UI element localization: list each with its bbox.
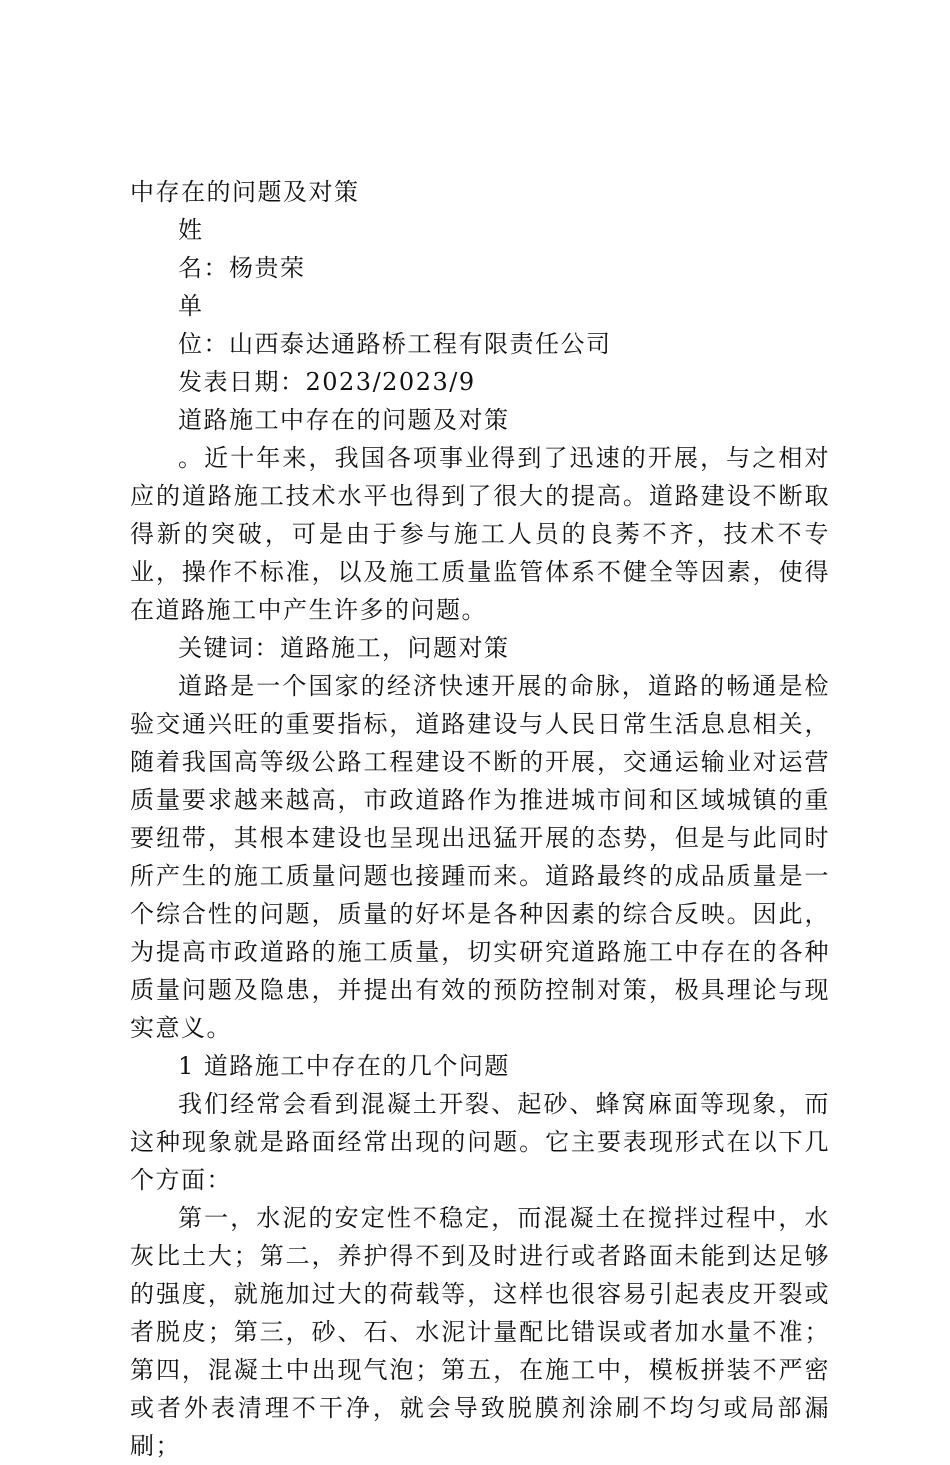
intro-paragraph: 道路是一个国家的经济快速开展的命脉，道路的畅通是检验交通兴旺的重要指标，道路建设与人民日常生活息息相关，随着我国高等级公路工程建设不断的开展，交通运输业对运营质量要求越来越高，市政道路作为推进城市间和区域城镇的重要纽带，其根本建设也呈现出迅猛开展的态势，但是与此同时所产生的施工质量问题也接踵而来。道路最终的成品质量是一个综合性的问题，质量的好坏是各种因素的综合反映。因此，为提高市政道路的施工质量，切实研究道路施工中存在的各种质量问题及隐患，并提出有效的预防控制对策，极具理论与现实意义。	[130, 672, 830, 1042]
name-label-line-1: 姓	[178, 216, 204, 244]
article-heading: 道路施工中存在的问题及对策	[178, 406, 510, 434]
name-label-line-2: 名：杨贵荣	[178, 254, 306, 282]
section-1-paragraph-1: 我们经常会看到混凝土开裂、起砂、蜂窝麻面等现象，而这种现象就是路面经常出现的问题。它主要表现形式在以下几个方面：	[130, 1090, 830, 1194]
keywords-line: 关键词：道路施工，问题对策	[178, 634, 510, 662]
document-body	[130, 173, 830, 1465]
abstract-paragraph: 。近十年来，我国各项事业得到了迅速的开展，与之相对应的道路施工技术水平也得到了很大的提高。道路建设不断取得新的突破，可是由于参与施工人员的良莠不齐，技术不专业，操作不标准，以及施工质量监管体系不健全等因素，使得在道路施工中产生许多的问题。	[130, 444, 830, 624]
section-1-title: 1 道路施工中存在的几个问题	[178, 1052, 510, 1080]
title-fragment: 中存在的问题及对策	[130, 178, 360, 206]
publish-date: 发表日期：2023/2023/9	[178, 368, 476, 396]
section-1-paragraph-2: 第一，水泥的安定性不稳定，而混凝土在搅拌过程中，水灰比土大；第二，养护得不到及时进行或者路面未能到达足够的强度，就施加过大的荷载等，这样也很容易引起表皮开裂或者脱皮；第三，砂、石、水泥计量配比错误或者加水量不准；第四，混凝土中出现气泡；第五，在施工中，模板拼装不严密或者外表清理不干净，就会导致脱膜剂涂刷不均匀或局部漏刷；	[130, 1204, 830, 1460]
unit-label-line-1: 单	[178, 292, 204, 320]
unit-label-line-2: 位：山西泰达通路桥工程有限责任公司	[178, 330, 612, 358]
